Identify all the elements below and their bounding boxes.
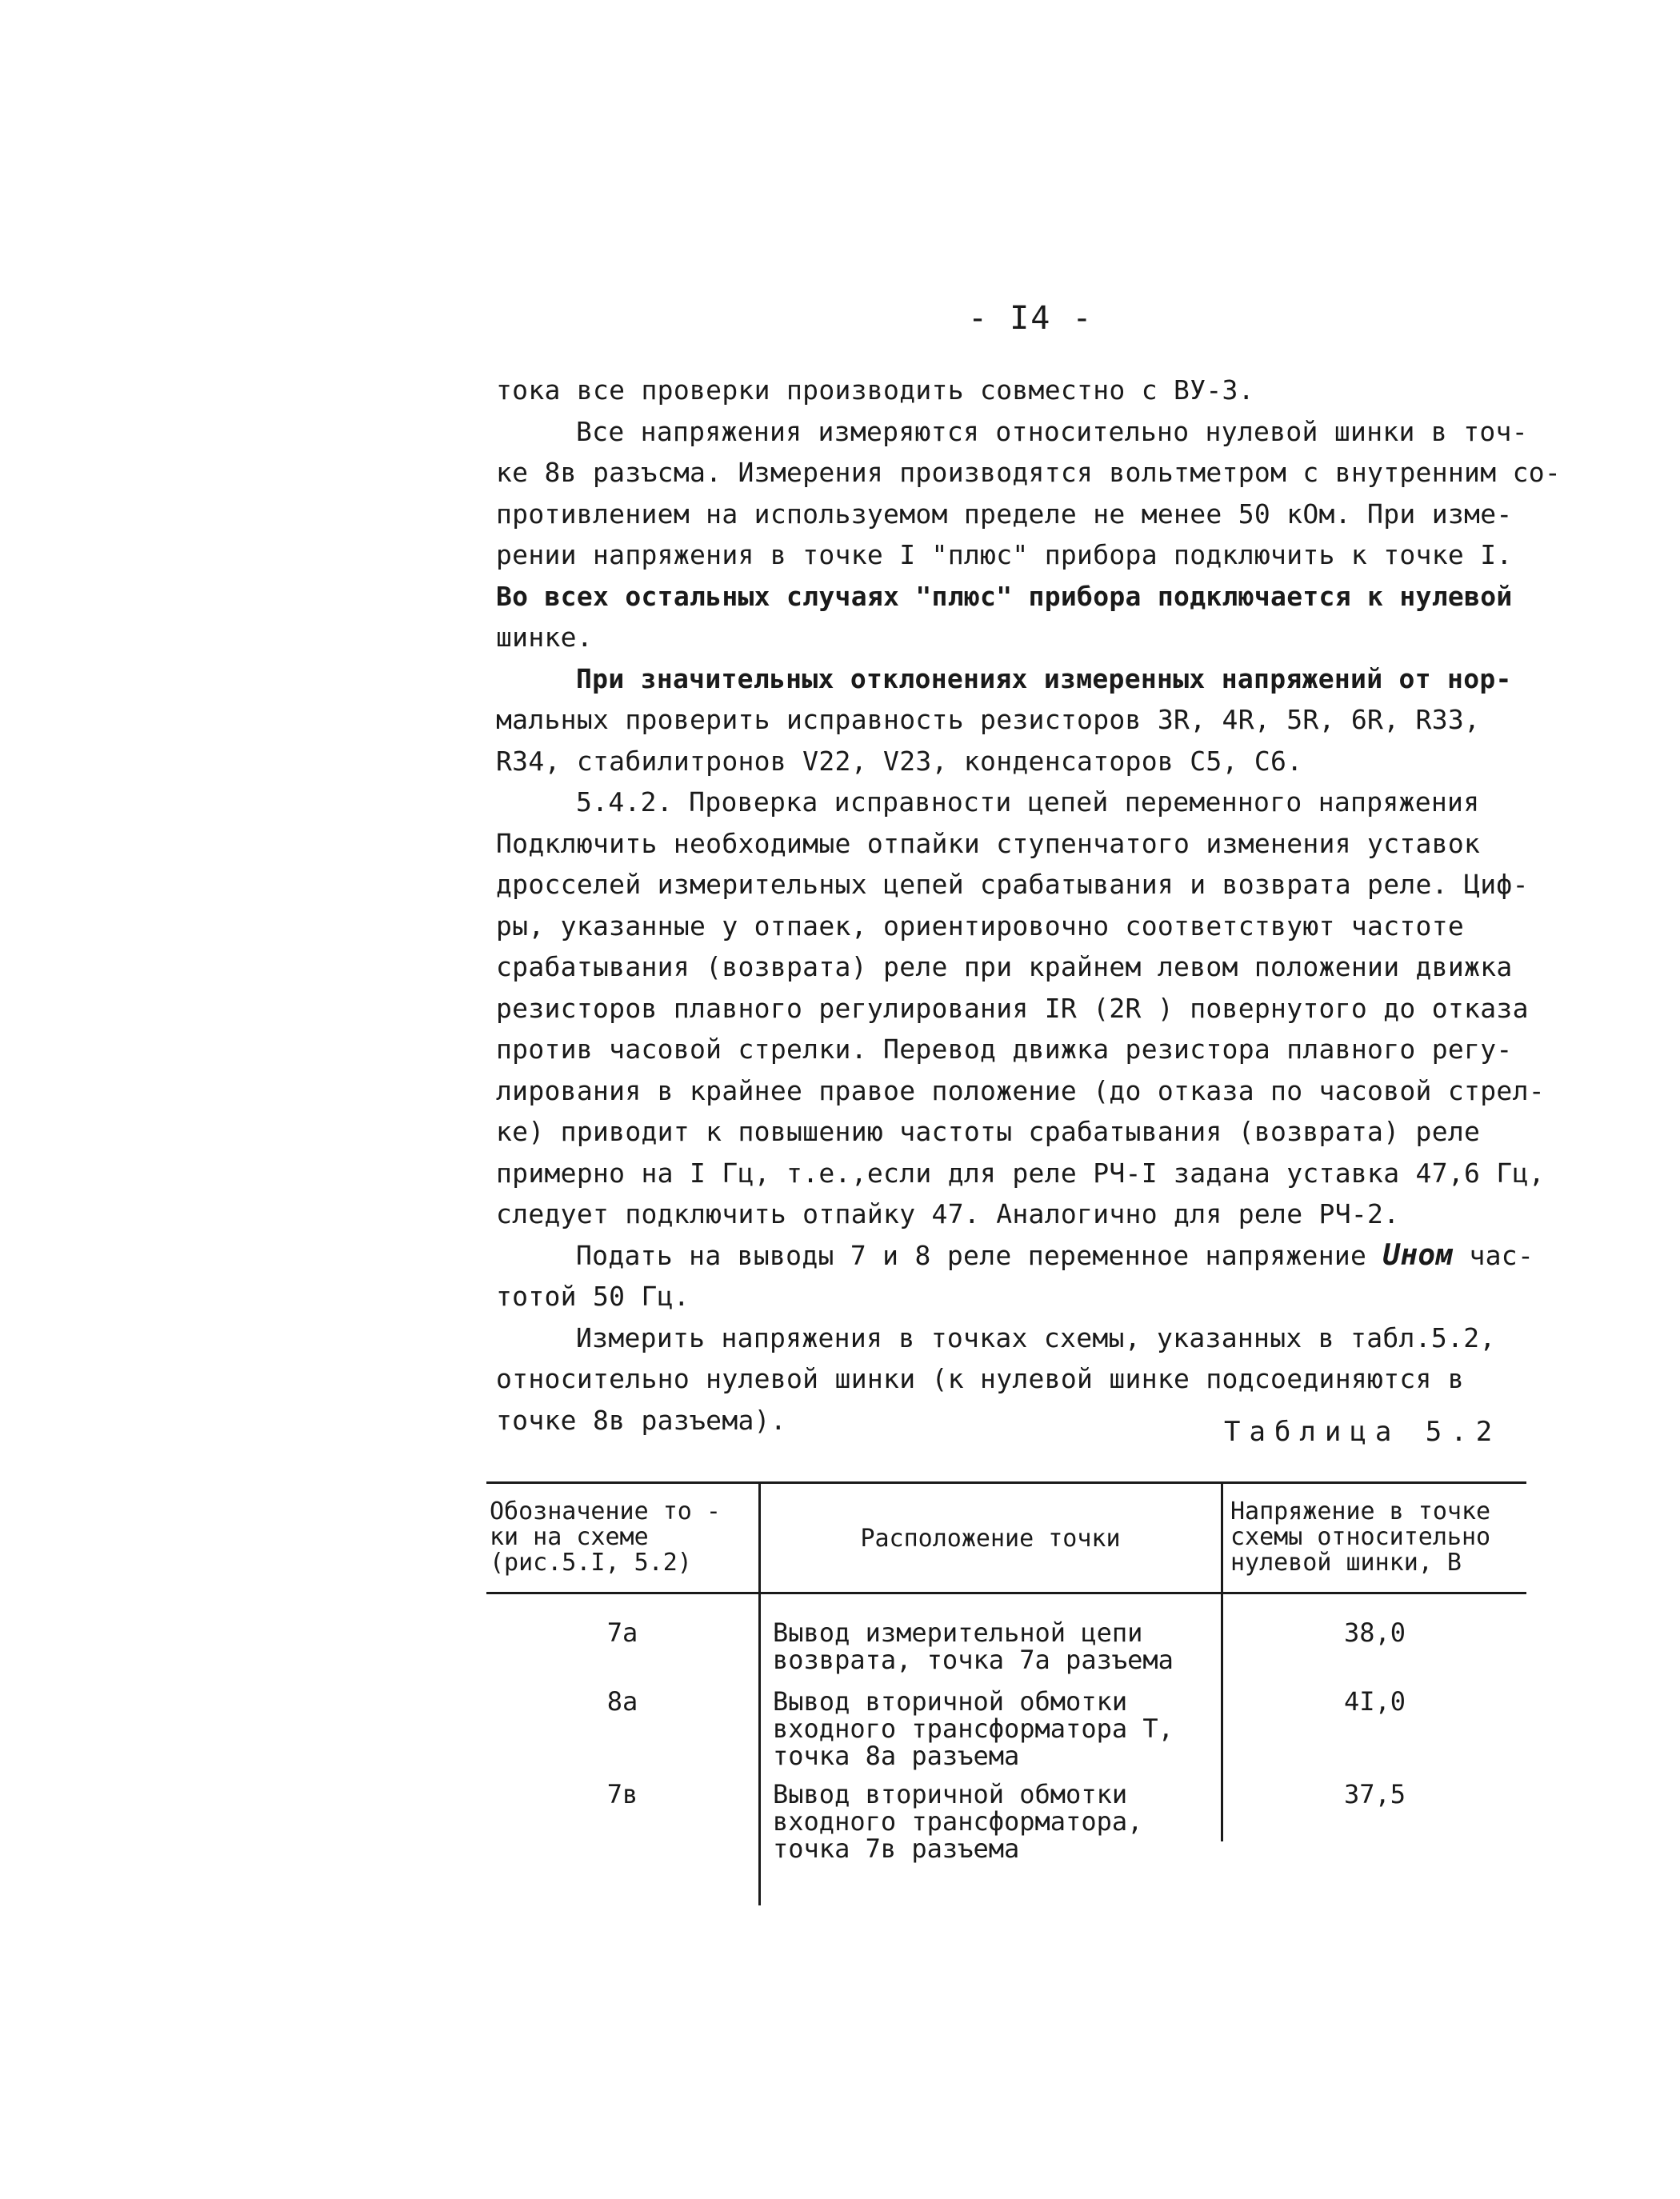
text-line	[496, 1153, 1545, 1194]
table-cell-voltage: 4I,0	[1343, 1686, 1406, 1717]
table-cell-location: Вывод вторичной обмотки входного трансформатора Т, точка 8а разъема	[773, 1686, 1174, 1771]
text-line-content: примерно на I Гц, т.е.,если для реле РЧ-I задана уставка 47,6 Гц,	[496, 1157, 1545, 1189]
text-line	[496, 823, 1536, 865]
table-cell-voltage: 37,5	[1343, 1779, 1406, 1809]
text-line	[496, 1235, 1536, 1277]
text-line	[496, 576, 1536, 618]
text-line-content: точке 8в разъема).	[496, 1404, 787, 1436]
table-header-point: Обозначение то - ки на схеме (рис.5.I, 5.2)	[490, 1497, 721, 1577]
text-line	[496, 946, 1536, 988]
text-line	[496, 617, 1536, 658]
text-line-content: резисторов плавного регулирования IR (2R ) повернутого до отказа	[496, 992, 1529, 1024]
table-cell-location: Вывод измерительной цепи возврата, точка 7а разъема	[773, 1617, 1174, 1675]
text-line	[496, 1193, 1536, 1235]
text-line-content: При значительных отклонениях измеренных напряжений от нор-	[576, 662, 1512, 694]
text-line	[496, 370, 1536, 411]
text-line-content: Измерить напряжения в точках схемы, указанных в табл.5.2,	[576, 1321, 1496, 1353]
text-line-content: дросселей измерительных цепей срабатывания и возврата реле. Циф-	[496, 869, 1529, 900]
text-line	[496, 1029, 1536, 1070]
table-cell-point: 7в	[606, 1779, 638, 1809]
text-line	[496, 988, 1536, 1030]
body-text	[496, 370, 1562, 1441]
text-line-content: Подать на выводы 7 и 8 реле переменное напряжение	[576, 1239, 1367, 1271]
text-line-content: ры, указанные у отпаек, ориентировочно соответствуют частоте	[496, 910, 1465, 942]
table-cell-point: 7а	[606, 1617, 638, 1648]
text-line	[496, 699, 1536, 741]
table-header-voltage: Напряжение в точке схемы относительно нулевой шинки, В	[1230, 1497, 1491, 1577]
table-header-location: Расположение точки	[860, 1525, 1121, 1553]
table-cell-location: Вывод вторичной обмотки входного трансформатора, точка 7в разъема	[773, 1779, 1143, 1864]
table-cell-point: 8а	[606, 1686, 638, 1717]
text-line	[496, 864, 1536, 906]
table-col-divider-2	[1221, 1481, 1223, 1601]
text-line	[496, 1358, 1536, 1400]
text-line	[496, 411, 1536, 453]
text-line-content: тотой 50 Гц.	[496, 1281, 690, 1312]
text-line	[496, 1317, 1536, 1359]
text-line-content: Все напряжения измеряются относительно нулевой шинки в точ-	[576, 415, 1528, 447]
page-number: - I4 -	[968, 300, 1094, 337]
text-line	[496, 534, 1536, 576]
text-line-content: тока все проверки производить совместно с ВУ-3.	[496, 374, 1254, 406]
voltage-table	[486, 1481, 1526, 1905]
voltage-symbol: Uном	[1382, 1238, 1454, 1272]
text-line	[496, 782, 1536, 823]
text-line	[496, 494, 1536, 535]
table-caption: Таблица 5.2	[1224, 1416, 1502, 1448]
text-line	[496, 658, 1536, 700]
text-line-tail: час-	[1453, 1239, 1534, 1271]
text-line-content: срабатывания (возврата) реле при крайнем левом положении движка	[496, 951, 1513, 982]
text-line	[496, 741, 1536, 782]
text-line-content: Подключить необходимые отпайки ступенчатого изменения уставок	[496, 827, 1481, 859]
text-line	[496, 1276, 1536, 1317]
text-line-content: R34, стабилитронов V22, V23, конденсаторов С5, С6.	[496, 745, 1303, 777]
text-line-content: мальных проверить исправность резисторов 3R, 4R, 5R, 6R, R33,	[496, 704, 1481, 735]
text-line	[496, 1070, 1545, 1112]
text-line-content: противлением на используемом пределе не менее 50 кОм. При изме-	[496, 498, 1513, 530]
text-line-content: относительно нулевой шинки (к нулевой шинке подсоединяются в	[496, 1363, 1465, 1394]
text-line-content: следует подключить отпайку 47. Аналогично для реле РЧ-2.	[496, 1198, 1400, 1229]
table-header-rule	[486, 1592, 1526, 1594]
text-line	[496, 452, 1562, 494]
text-line-content: Во всех остальных случаях "плюс" прибора подключается к нулевой	[496, 580, 1513, 612]
text-line-content: рении напряжения в точке I "плюс" прибора подключить к точке I.	[496, 539, 1513, 570]
text-line-content: лирования в крайнее правое положение (до отказа по часовой стрел-	[496, 1074, 1545, 1106]
text-line-content: ке) приводит к повышению частоты срабатывания (возврата) реле	[496, 1116, 1481, 1147]
text-line-content: ке 8в разъсма. Измерения производятся вольтметром с внутренним со-	[496, 457, 1562, 488]
table-col-divider-1	[758, 1481, 761, 1905]
text-line-content: 5.4.2. Проверка исправности цепей переменного напряжения	[576, 786, 1480, 818]
table-cell-voltage: 38,0	[1343, 1617, 1406, 1648]
text-line	[496, 906, 1536, 947]
text-line-content: против часовой стрелки. Перевод движка резистора плавного регу-	[496, 1034, 1513, 1065]
text-line	[496, 1111, 1536, 1153]
table-top-rule	[486, 1481, 1526, 1484]
text-line-content: шинке.	[496, 622, 594, 653]
